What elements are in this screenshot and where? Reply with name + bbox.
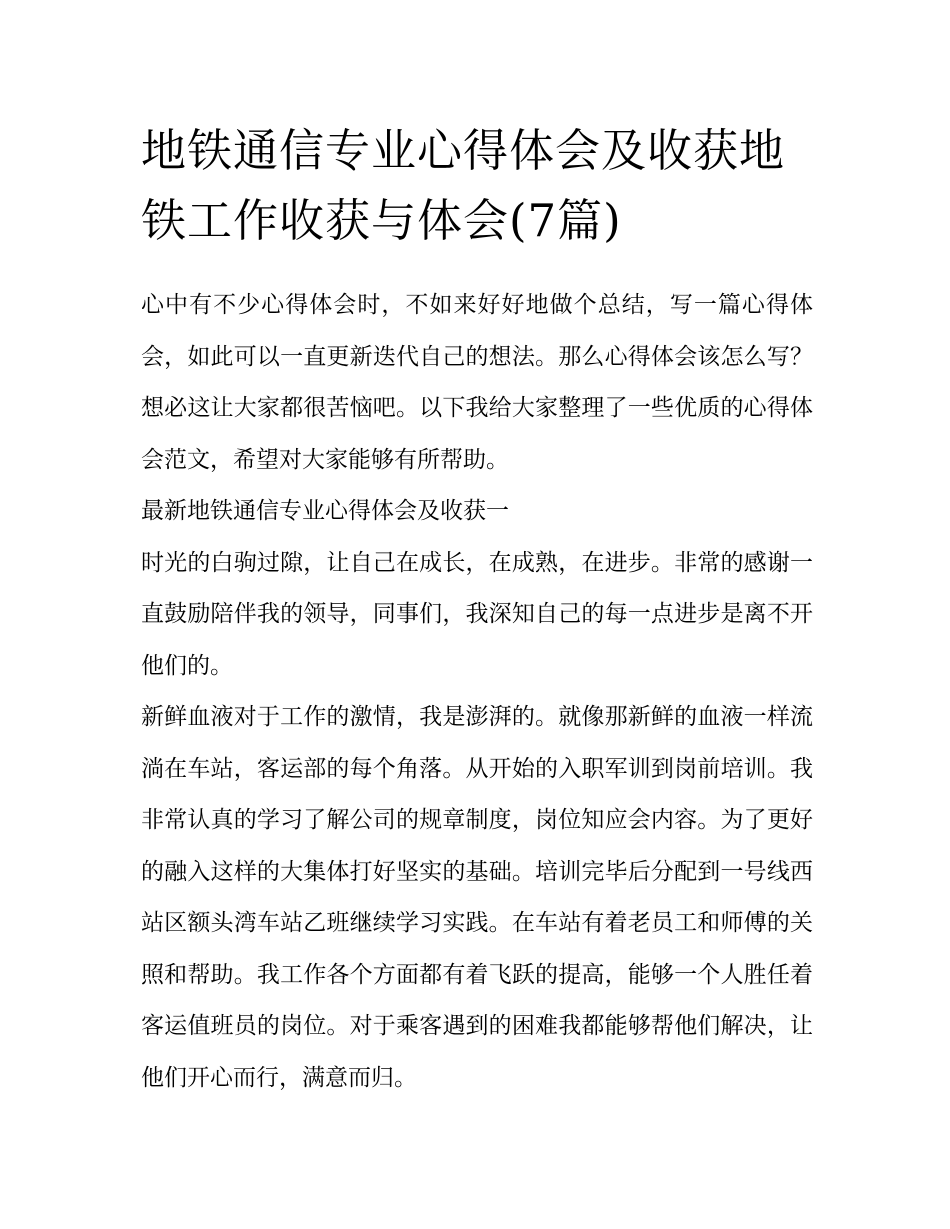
body-paragraph-2: 新鲜血液对于工作的激情，我是澎湃的。就像那新鲜的血液一样流淌在车站，客运部的每个角落。从开始的入职军训到岗前培训。我非常认真的学习了解公司的规章制度，岗位知应会内容。为了更好的融入这样的大集体打好坚实的基础。培训完毕后分配到一号线西站区额头湾车站乙班继续学习实践。在车站有着老员工和师傅的关照和帮助。我工作各个方面都有着飞跃的提高，能够一个人胜任着客运值班员的岗位。对于乘客遇到的困难我都能够帮他们解决，让他们开心而行，满意而归。 — [141, 704, 813, 1091]
body-paragraph-1: 时光的白驹过隙，让自己在成长，在成熟，在进步。非常的感谢一直鼓励陪伴我的领导，同事们，我深知自己的每一点进步是离不开他们的。 — [141, 549, 813, 679]
document-page — [141, 116, 813, 1104]
document-title: 地铁通信专业心得体会及收获地铁工作收获与体会(7篇) — [141, 124, 786, 247]
section-heading: 最新地铁通信专业心得体会及收获一 — [141, 498, 509, 524]
intro-paragraph: 心中有不少心得体会时，不如来好好地做个总结，写一篇心得体会，如此可以一直更新迭代自己的想法。那么心得体会该怎么写？想必这让大家都很苦恼吧。以下我给大家整理了一些优质的心得体会范文，希望对大家能够有所帮助。 — [141, 292, 813, 473]
